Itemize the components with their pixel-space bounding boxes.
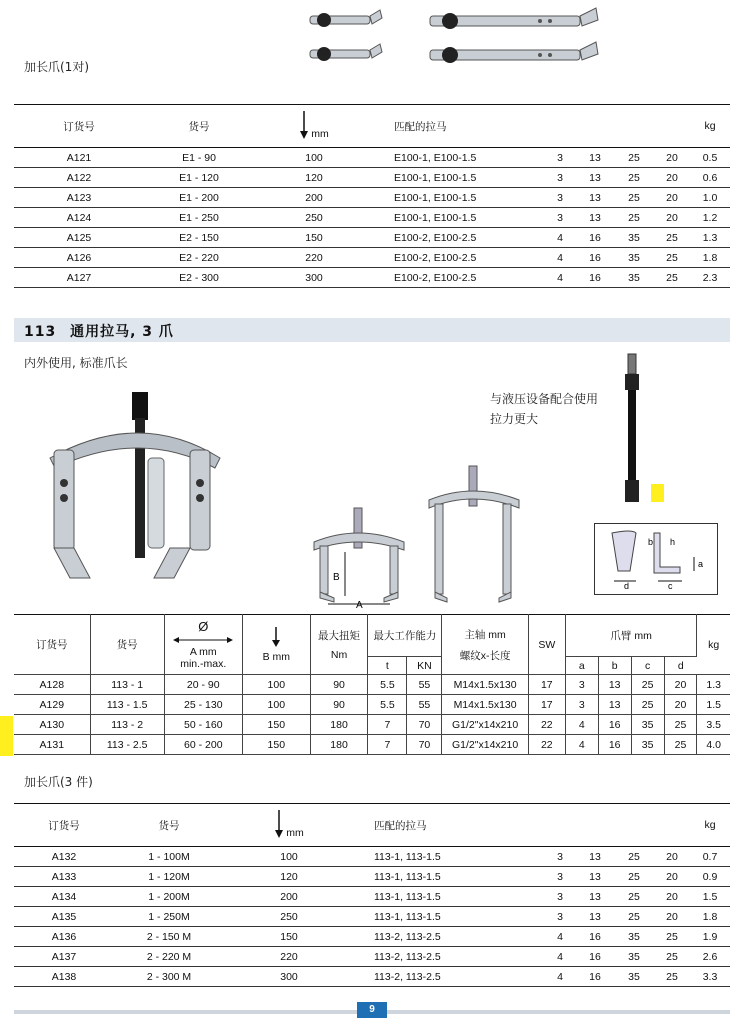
section-number: 113	[24, 324, 57, 340]
cell-mm: 250	[254, 208, 374, 228]
cell-c: 25	[614, 148, 654, 168]
cell-match: 113-2, 113-2.5	[354, 947, 544, 967]
cell-c: 35	[614, 927, 654, 947]
cell-sw: 22	[528, 715, 565, 735]
header-order-no: 订货号	[14, 105, 144, 148]
cell-d: 25	[654, 927, 690, 947]
cell-item: E2 - 220	[144, 248, 254, 268]
cell-item: 113 - 2.5	[90, 735, 164, 755]
cell-d: 20	[654, 907, 690, 927]
cell-kg: 1.3	[690, 228, 730, 248]
cell-a: 4	[544, 947, 576, 967]
cell-t: 5.5	[368, 695, 407, 715]
jaw-label-b: b	[648, 537, 654, 547]
cell-c: 35	[614, 268, 654, 288]
cell-t: 5.5	[368, 675, 407, 695]
cell-ja: 4	[565, 715, 598, 735]
cell-order: A136	[14, 927, 114, 947]
cell-d: 20	[654, 847, 690, 867]
down-arrow-icon	[299, 110, 309, 140]
cell-order: A132	[14, 847, 114, 867]
table-row	[14, 967, 730, 987]
torque-label: 最大扭矩	[318, 630, 361, 642]
cell-b: 13	[576, 188, 614, 208]
cell-a: 3	[544, 188, 576, 208]
cell-t: 7	[368, 715, 407, 735]
cell-d: 20	[654, 208, 690, 228]
cell-order: A137	[14, 947, 114, 967]
cell-c: 25	[614, 168, 654, 188]
cell-jd: 20	[664, 675, 697, 695]
cell-kg: 1.0	[690, 188, 730, 208]
cell-a: 3	[544, 847, 576, 867]
cell-jb: 13	[598, 695, 631, 715]
cell-kg: 4.0	[697, 735, 730, 755]
cell-d: 25	[654, 967, 690, 987]
header-match: 匹配的拉马	[374, 105, 544, 148]
cell-match: E100-1, E100-1.5	[374, 208, 544, 228]
header-b	[242, 615, 310, 675]
cell-order: A128	[14, 675, 90, 695]
cell-item: 2 - 220 M	[114, 947, 224, 967]
header-a-range	[164, 615, 242, 675]
cell-item: 2 - 300 M	[114, 967, 224, 987]
header-sw: SW	[528, 615, 565, 675]
section-title	[24, 321, 174, 341]
header-item-no: 货号	[114, 804, 224, 847]
three-jaw-puller-image	[40, 388, 230, 588]
cell-nm: 180	[310, 735, 368, 755]
double-arrow-icon	[173, 637, 233, 643]
cell-c: 25	[614, 907, 654, 927]
table-row	[14, 695, 730, 715]
cell-a: 3	[544, 208, 576, 228]
cell-d: 20	[654, 188, 690, 208]
cell-a: 3	[544, 148, 576, 168]
header-t: t	[368, 657, 407, 675]
cell-order: A124	[14, 208, 144, 228]
cell-thread: G1/2"x14x210	[442, 715, 528, 735]
header-weight: kg	[697, 615, 730, 675]
header-length	[254, 105, 374, 148]
cell-match: E100-1, E100-1.5	[374, 188, 544, 208]
cell-b: 100	[242, 675, 310, 695]
cell-jc: 25	[631, 695, 664, 715]
jaw-label-c: c	[668, 581, 673, 591]
cell-item: 113 - 2	[90, 715, 164, 735]
cell-a: 4	[544, 268, 576, 288]
cell-c: 35	[614, 228, 654, 248]
cell-item: 1 - 250M	[114, 907, 224, 927]
cell-kg: 1.3	[697, 675, 730, 695]
header-item-no: 货号	[144, 105, 254, 148]
cell-a_range: 20 - 90	[164, 675, 242, 695]
cell-match: 113-2, 113-2.5	[354, 967, 544, 987]
header-order-no: 订货号	[14, 615, 90, 675]
puller-dimension-diagram	[300, 500, 420, 612]
diagram-label-A: A	[356, 600, 363, 611]
cell-kg: 0.6	[690, 168, 730, 188]
cell-jb: 13	[598, 675, 631, 695]
cell-match: E100-2, E100-2.5	[374, 228, 544, 248]
cell-b: 13	[576, 847, 614, 867]
cell-kg: 1.5	[690, 887, 730, 907]
cell-order: A129	[14, 695, 90, 715]
cell-item: E2 - 300	[144, 268, 254, 288]
header-kn: KN	[407, 657, 442, 675]
cell-a: 3	[544, 887, 576, 907]
section1-caption: 加长爪(1对)	[24, 60, 89, 74]
cell-order: A130	[14, 715, 90, 735]
jaw-label-d: d	[624, 581, 630, 591]
header-capacity: 最大工作能力	[368, 615, 442, 657]
short-jaw-pair-icon	[310, 10, 382, 61]
cell-c: 25	[614, 188, 654, 208]
cell-kg: 3.3	[690, 967, 730, 987]
cell-sw: 22	[528, 735, 565, 755]
table-row	[14, 268, 730, 288]
header-unit: mm	[311, 127, 329, 140]
section3-caption: 加长爪(3 件)	[24, 775, 93, 789]
table-row	[14, 907, 730, 927]
cell-item: 1 - 100M	[114, 847, 224, 867]
header-weight: kg	[690, 105, 730, 148]
cell-c: 35	[614, 947, 654, 967]
cell-c: 25	[614, 208, 654, 228]
table-row	[14, 887, 730, 907]
cell-jc: 25	[631, 675, 664, 695]
table-header-row	[14, 804, 730, 847]
cell-mm: 200	[224, 887, 354, 907]
header-weight: kg	[690, 804, 730, 847]
hydraulic-spindle-image	[612, 352, 652, 512]
b-mm-label: B mm	[262, 651, 291, 663]
extension-jaws-3pc-table	[14, 803, 730, 987]
cell-thread: M14x1.5x130	[442, 675, 528, 695]
cell-order: A127	[14, 268, 144, 288]
cell-match: E100-1, E100-1.5	[374, 168, 544, 188]
a-mm-label: A mm	[189, 646, 217, 658]
cell-ja: 4	[565, 735, 598, 755]
cell-d: 20	[654, 867, 690, 887]
cell-a: 4	[544, 248, 576, 268]
cell-match: 113-2, 113-2.5	[354, 927, 544, 947]
section-title-text: 通用拉马, 3 爪	[70, 324, 174, 340]
cell-a: 3	[544, 168, 576, 188]
header-torque	[310, 615, 368, 675]
cell-d: 25	[654, 228, 690, 248]
table-row	[14, 168, 730, 188]
jaw-dimension-diagram	[594, 523, 718, 595]
cell-order: A125	[14, 228, 144, 248]
cell-order: A133	[14, 867, 114, 887]
cell-sw: 17	[528, 695, 565, 715]
cell-nm: 90	[310, 675, 368, 695]
cell-a: 3	[544, 907, 576, 927]
cell-kg: 0.5	[690, 148, 730, 168]
cell-mm: 150	[254, 228, 374, 248]
cell-d: 25	[654, 268, 690, 288]
cell-jd: 20	[664, 695, 697, 715]
page-number: 9	[357, 1002, 387, 1018]
cell-item: 113 - 1.5	[90, 695, 164, 715]
cell-mm: 250	[224, 907, 354, 927]
header-spindle	[442, 615, 528, 675]
diameter-symbol: Ø	[198, 619, 209, 634]
cell-c: 35	[614, 967, 654, 987]
header-order-no: 订货号	[14, 804, 114, 847]
cell-b: 13	[576, 907, 614, 927]
cell-mm: 300	[224, 967, 354, 987]
cell-d: 20	[654, 887, 690, 907]
cell-b: 13	[576, 168, 614, 188]
header-match: 匹配的拉马	[354, 804, 544, 847]
large-puller-diagram	[425, 462, 525, 612]
cell-mm: 120	[254, 168, 374, 188]
table-row	[14, 847, 730, 867]
cell-b: 150	[242, 715, 310, 735]
cell-jc: 35	[631, 735, 664, 755]
header-unit: mm	[286, 826, 304, 839]
cell-kg: 1.8	[690, 248, 730, 268]
cell-mm: 120	[224, 867, 354, 887]
header-jaw: 爪臂 mm	[565, 615, 697, 657]
table-row	[14, 188, 730, 208]
table-row	[14, 735, 730, 755]
cell-a: 3	[544, 867, 576, 887]
cell-match: 113-1, 113-1.5	[354, 887, 544, 907]
row-highlight-marker	[0, 716, 13, 756]
cell-c: 25	[614, 847, 654, 867]
cell-mm: 200	[254, 188, 374, 208]
header-jaw-d: d	[664, 657, 697, 675]
table-row	[14, 927, 730, 947]
cell-item: E1 - 200	[144, 188, 254, 208]
highlight-marker	[651, 484, 664, 502]
header-length	[224, 804, 354, 847]
cell-b: 16	[576, 228, 614, 248]
cell-jb: 16	[598, 735, 631, 755]
cell-kg: 2.6	[690, 947, 730, 967]
cell-mm: 300	[254, 268, 374, 288]
down-arrow-icon	[271, 626, 281, 648]
table-header-row	[14, 615, 730, 657]
cell-a_range: 25 - 130	[164, 695, 242, 715]
cell-item: 2 - 150 M	[114, 927, 224, 947]
table-row	[14, 715, 730, 735]
cell-item: 113 - 1	[90, 675, 164, 695]
cell-b: 13	[576, 208, 614, 228]
cell-jc: 35	[631, 715, 664, 735]
header-jaw-c: c	[631, 657, 664, 675]
cell-jd: 25	[664, 715, 697, 735]
cell-b: 16	[576, 967, 614, 987]
extension-jaws-image	[300, 6, 620, 72]
hydraulic-note-1: 与液压设备配合使用	[490, 392, 599, 406]
cell-order: A135	[14, 907, 114, 927]
cell-mm: 220	[254, 248, 374, 268]
section2-subtitle: 内外使用, 标准爪长	[24, 356, 128, 370]
header-item-no: 货号	[90, 615, 164, 675]
cell-item: E1 - 250	[144, 208, 254, 228]
cell-b: 16	[576, 927, 614, 947]
cell-item: 1 - 200M	[114, 887, 224, 907]
cell-d: 20	[654, 168, 690, 188]
cell-a_range: 60 - 200	[164, 735, 242, 755]
cell-kn: 55	[407, 675, 442, 695]
cell-b: 13	[576, 148, 614, 168]
hydraulic-note-2: 拉力更大	[490, 412, 539, 426]
cell-t: 7	[368, 735, 407, 755]
cell-c: 25	[614, 867, 654, 887]
cell-order: A138	[14, 967, 114, 987]
table-row	[14, 228, 730, 248]
extension-jaws-table	[14, 104, 730, 288]
cell-kn: 70	[407, 715, 442, 735]
cell-b: 100	[242, 695, 310, 715]
puller-spec-table	[14, 614, 730, 755]
cell-ja: 3	[565, 675, 598, 695]
table-row	[14, 947, 730, 967]
cell-thread: M14x1.5x130	[442, 695, 528, 715]
cell-mm: 100	[224, 847, 354, 867]
cell-item: E2 - 150	[144, 228, 254, 248]
cell-kg: 0.7	[690, 847, 730, 867]
cell-sw: 17	[528, 675, 565, 695]
jaw-label-h: h	[670, 537, 676, 547]
cell-a: 4	[544, 967, 576, 987]
thread-label: 螺纹x-长度	[459, 649, 511, 662]
cell-jd: 25	[664, 735, 697, 755]
table-row	[14, 148, 730, 168]
header-jaw-b: b	[598, 657, 631, 675]
cell-kg: 2.3	[690, 268, 730, 288]
cell-a: 4	[544, 228, 576, 248]
cell-d: 25	[654, 248, 690, 268]
diagram-label-B: B	[333, 572, 340, 583]
cell-item: 1 - 120M	[114, 867, 224, 887]
cell-thread: G1/2"x14x210	[442, 735, 528, 755]
cell-item: E1 - 120	[144, 168, 254, 188]
cell-match: E100-2, E100-2.5	[374, 248, 544, 268]
cell-d: 20	[654, 148, 690, 168]
cell-mm: 150	[224, 927, 354, 947]
cell-kg: 3.5	[697, 715, 730, 735]
cell-match: 113-1, 113-1.5	[354, 847, 544, 867]
cell-b: 13	[576, 887, 614, 907]
cell-order: A123	[14, 188, 144, 208]
table-row	[14, 867, 730, 887]
cell-order: A122	[14, 168, 144, 188]
cell-item: E1 - 90	[144, 148, 254, 168]
cell-match: E100-2, E100-2.5	[374, 268, 544, 288]
cell-kg: 0.9	[690, 867, 730, 887]
cell-b: 16	[576, 947, 614, 967]
table-row	[14, 248, 730, 268]
table-row	[14, 208, 730, 228]
long-jaw-pair-icon	[430, 8, 598, 63]
cell-match: 113-1, 113-1.5	[354, 907, 544, 927]
spindle-label: 主轴 mm	[464, 628, 506, 641]
cell-order: A126	[14, 248, 144, 268]
cell-nm: 180	[310, 715, 368, 735]
cell-order: A134	[14, 887, 114, 907]
cell-mm: 220	[224, 947, 354, 967]
cell-kg: 1.9	[690, 927, 730, 947]
cell-jb: 16	[598, 715, 631, 735]
cell-d: 25	[654, 947, 690, 967]
table-row	[14, 675, 730, 695]
table-header-row	[14, 105, 730, 148]
cell-b: 150	[242, 735, 310, 755]
header-jaw-a: a	[565, 657, 598, 675]
cell-b: 16	[576, 268, 614, 288]
jaw-label-a: a	[698, 559, 704, 569]
cell-kg: 1.5	[697, 695, 730, 715]
cell-b: 13	[576, 867, 614, 887]
cell-c: 25	[614, 887, 654, 907]
cell-b: 16	[576, 248, 614, 268]
cell-match: 113-1, 113-1.5	[354, 867, 544, 887]
cell-kn: 70	[407, 735, 442, 755]
minmax-label: min.-max.	[180, 658, 227, 670]
cell-kn: 55	[407, 695, 442, 715]
cell-kg: 1.8	[690, 907, 730, 927]
cell-a: 4	[544, 927, 576, 947]
torque-unit: Nm	[330, 649, 348, 661]
cell-order: A121	[14, 148, 144, 168]
cell-mm: 100	[254, 148, 374, 168]
cell-kg: 1.2	[690, 208, 730, 228]
down-arrow-icon	[274, 809, 284, 839]
cell-a_range: 50 - 160	[164, 715, 242, 735]
cell-nm: 90	[310, 695, 368, 715]
cell-c: 35	[614, 248, 654, 268]
cell-match: E100-1, E100-1.5	[374, 148, 544, 168]
cell-ja: 3	[565, 695, 598, 715]
cell-order: A131	[14, 735, 90, 755]
